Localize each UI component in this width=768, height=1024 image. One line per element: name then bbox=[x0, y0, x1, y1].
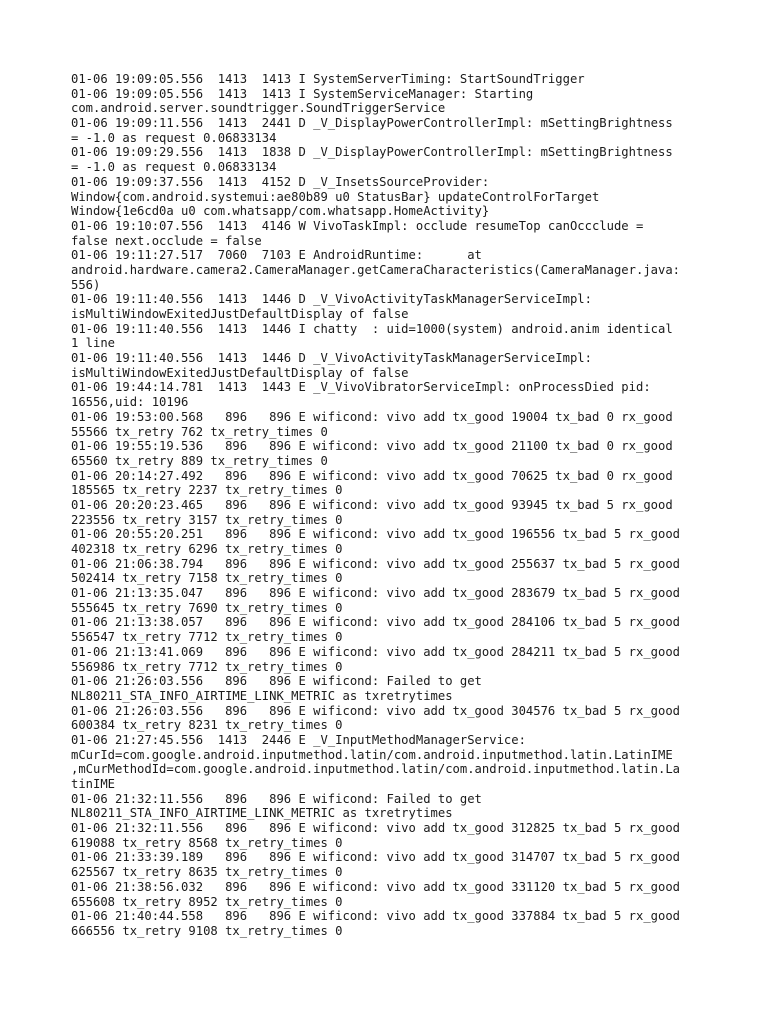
log-line: isMultiWindowExitedJustDefaultDisplay of false bbox=[71, 365, 409, 380]
log-line: 01-06 19:11:40.556 1413 1446 D _V_VivoActivityTaskManagerServiceImpl: bbox=[71, 351, 592, 366]
log-line: 556547 tx_retry 7712 tx_retry_times 0 bbox=[71, 630, 343, 645]
log-line: android.hardware.camera2.CameraManager.getCameraCharacteristics(CameraManager.java: bbox=[71, 262, 681, 277]
log-line: 01-06 21:13:38.057 896 896 E wificond: vivo add tx_good 284106 tx_bad 5 rx_good bbox=[71, 615, 681, 630]
log-line: 01-06 21:32:11.556 896 896 E wificond: Failed to get bbox=[71, 791, 482, 806]
log-line: 502414 tx_retry 7158 tx_retry_times 0 bbox=[71, 571, 343, 586]
log-line: 01-06 21:33:39.189 896 896 E wificond: vivo add tx_good 314707 tx_bad 5 rx_good bbox=[71, 850, 681, 865]
log-line: 01-06 21:38:56.032 896 896 E wificond: vivo add tx_good 331120 tx_bad 5 rx_good bbox=[71, 879, 681, 894]
log-line: 01-06 19:09:05.556 1413 1413 I SystemServiceManager: Starting bbox=[71, 86, 534, 101]
log-line: 01-06 19:10:07.556 1413 4146 W VivoTaskImpl: occlude resumeTop canOccclude = bbox=[71, 218, 644, 233]
log-line: 01-06 21:06:38.794 896 896 E wificond: vivo add tx_good 255637 tx_bad 5 rx_good bbox=[71, 556, 681, 571]
log-line: 01-06 19:11:40.556 1413 1446 D _V_VivoActivityTaskManagerServiceImpl: bbox=[71, 292, 592, 307]
log-text-block bbox=[71, 72, 711, 939]
log-line: 01-06 21:40:44.558 896 896 E wificond: vivo add tx_good 337884 tx_bad 5 rx_good bbox=[71, 909, 681, 924]
log-line: 625567 tx_retry 8635 tx_retry_times 0 bbox=[71, 865, 343, 880]
log-line: 01-06 21:26:03.556 896 896 E wificond: vivo add tx_good 304576 tx_bad 5 rx_good bbox=[71, 703, 681, 718]
log-line: 01-06 20:14:27.492 896 896 E wificond: vivo add tx_good 70625 tx_bad 0 rx_good bbox=[71, 468, 673, 483]
log-line: 65560 tx_retry 889 tx_retry_times 0 bbox=[71, 453, 328, 468]
log-line: mCurId=com.google.android.inputmethod.latin/com.android.inputmethod.latin.LatinIME bbox=[71, 747, 673, 762]
log-line: 01-06 19:09:11.556 1413 2441 D _V_DisplayPowerControllerImpl: mSettingBrightness bbox=[71, 116, 673, 131]
log-line: isMultiWindowExitedJustDefaultDisplay of false bbox=[71, 307, 409, 321]
log-line: 01-06 21:32:11.556 896 896 E wificond: vivo add tx_good 312825 tx_bad 5 rx_good bbox=[71, 821, 681, 836]
log-line: 402318 tx_retry 6296 tx_retry_times 0 bbox=[71, 542, 343, 556]
log-line: 600384 tx_retry 8231 tx_retry_times 0 bbox=[71, 718, 343, 733]
log-line: 01-06 19:44:14.781 1413 1443 E _V_VivoVibratorServiceImpl: onProcessDied pid: bbox=[71, 380, 651, 395]
log-line: false next.occlude = false bbox=[71, 233, 262, 248]
log-line: tinIME bbox=[71, 777, 116, 791]
log-line: NL80211_STA_INFO_AIRTIME_LINK_METRIC as txretrytimes bbox=[71, 806, 453, 821]
log-line: 01-06 21:13:41.069 896 896 E wificond: vivo add tx_good 284211 tx_bad 5 rx_good bbox=[71, 644, 681, 659]
log-line: 185565 tx_retry 2237 tx_retry_times 0 bbox=[71, 483, 343, 498]
log-line: 16556,uid: 10196 bbox=[71, 395, 189, 410]
log-line: 619088 tx_retry 8568 tx_retry_times 0 bbox=[71, 835, 343, 850]
log-line: 01-06 19:55:19.536 896 896 E wificond: vivo add tx_good 21100 tx_bad 0 rx_good bbox=[71, 439, 673, 454]
log-line: 223556 tx_retry 3157 tx_retry_times 0 bbox=[71, 512, 343, 527]
log-line: Window{com.android.systemui:ae80b89 u0 StatusBar} updateControlForTarget bbox=[71, 189, 600, 204]
log-line: 556986 tx_retry 7712 tx_retry_times 0 bbox=[71, 659, 343, 674]
log-line: 556) bbox=[71, 277, 101, 292]
log-line: 01-06 19:11:40.556 1413 1446 I chatty : uid=1000(system) android.anim identical bbox=[71, 321, 673, 336]
log-line: 01-06 21:26:03.556 896 896 E wificond: Failed to get bbox=[71, 674, 482, 689]
log-line: 01-06 21:27:45.556 1413 2446 E _V_InputMethodManagerService: bbox=[71, 732, 526, 747]
log-line: 01-06 20:20:23.465 896 896 E wificond: vivo add tx_good 93945 tx_bad 5 rx_good bbox=[71, 497, 673, 512]
log-line: 01-06 19:11:27.517 7060 7103 E AndroidRuntime: at bbox=[71, 248, 482, 263]
log-line: = -1.0 as request 0.06833134 bbox=[71, 130, 277, 145]
log-line: 01-06 19:09:29.556 1413 1838 D _V_DisplayPowerControllerImpl: mSettingBrightness bbox=[71, 145, 673, 160]
log-line: 01-06 21:13:35.047 896 896 E wificond: vivo add tx_good 283679 tx_bad 5 rx_good bbox=[71, 586, 681, 601]
log-line: com.android.server.soundtrigger.SoundTriggerService bbox=[71, 101, 446, 116]
log-line: 01-06 20:55:20.251 896 896 E wificond: vivo add tx_good 196556 tx_bad 5 rx_good bbox=[71, 527, 681, 542]
log-line: 655608 tx_retry 8952 tx_retry_times 0 bbox=[71, 894, 343, 909]
log-line: 555645 tx_retry 7690 tx_retry_times 0 bbox=[71, 600, 343, 615]
log-line: NL80211_STA_INFO_AIRTIME_LINK_METRIC as txretrytimes bbox=[71, 688, 453, 703]
log-line: 55566 tx_retry 762 tx_retry_times 0 bbox=[71, 424, 328, 439]
log-line: = -1.0 as request 0.06833134 bbox=[71, 160, 277, 175]
log-line: 01-06 19:53:00.568 896 896 E wificond: vivo add tx_good 19004 tx_bad 0 rx_good bbox=[71, 409, 673, 424]
log-line: 1 line bbox=[71, 336, 116, 351]
log-line: Window{1e6cd0a u0 com.whatsapp/com.whatsapp.HomeActivity} bbox=[71, 204, 490, 219]
log-line: ,mCurMethodId=com.google.android.inputmethod.latin/com.android.inputmethod.latin.La bbox=[71, 762, 681, 777]
log-line: 666556 tx_retry 9108 tx_retry_times 0 bbox=[71, 923, 343, 938]
log-line: 01-06 19:09:05.556 1413 1413 I SystemServerTiming: StartSoundTrigger bbox=[71, 72, 585, 86]
log-line: 01-06 19:09:37.556 1413 4152 D _V_InsetsSourceProvider: bbox=[71, 174, 490, 189]
